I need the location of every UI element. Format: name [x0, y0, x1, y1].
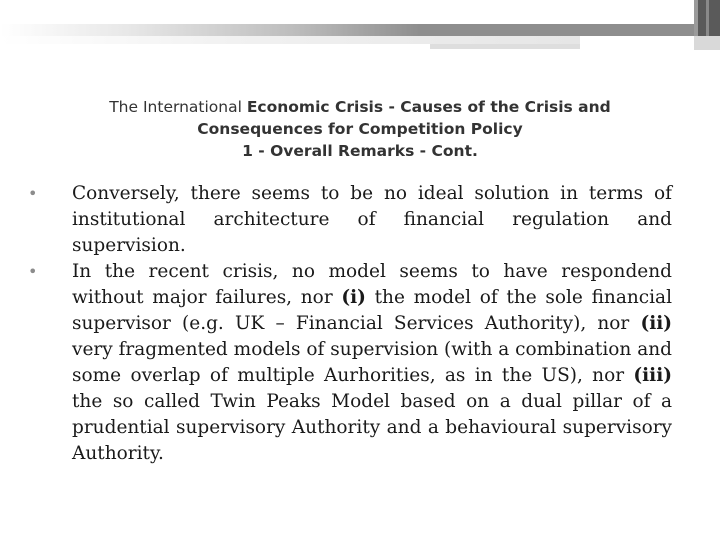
bullet-dot: • — [28, 262, 38, 281]
header-bar-light-segment — [430, 44, 580, 49]
header-corner-light — [694, 36, 720, 50]
header-bar-light — [0, 36, 580, 44]
bullet-text-segment: very fragmented models of supervision (with a combination and some overlap of multiple Aurhorities, as in the US), nor — [72, 339, 672, 386]
title-line-2-text: Consequences for Competition Policy — [197, 120, 523, 138]
slide-body — [24, 181, 672, 467]
title-line-3-text: 1 - Overall Remarks - Cont. — [242, 142, 478, 160]
slide-title — [40, 96, 680, 162]
bullet-emphasis-iii: (iii) — [633, 365, 672, 386]
title-line-1-bold: Economic Crisis - Causes of the Crisis and — [246, 98, 611, 116]
bullet-emphasis-ii: (ii) — [640, 313, 672, 334]
bullet-text-segment: In the recent crisis, no model seems to have respondend without major failures, nor — [72, 261, 672, 308]
title-line-2 — [40, 118, 680, 140]
bullet-dot: • — [28, 184, 38, 203]
bullet-emphasis-i: (i) — [341, 287, 366, 308]
bullet-text: Conversely, there seems to be no ideal solution in terms of institutional architecture of financial regulation and supervision. — [72, 183, 672, 256]
bullet-text-segment: the so called Twin Peaks Model based on a dual pillar of a prudential supervisory Authority and a behavioural supervisory Authority. — [72, 391, 672, 464]
title-line-1 — [40, 96, 680, 118]
header-corner-stripe — [694, 0, 698, 36]
header-bar-fade — [0, 24, 420, 36]
header-corner-stripe-2 — [706, 0, 709, 36]
decorative-header-bars — [0, 0, 720, 48]
title-line-3 — [40, 140, 680, 162]
title-line-1-regular: The International — [109, 98, 247, 116]
bullet-text-segment: the model of the sole financial supervisor (e.g. UK – Financial Services Authority), nor — [72, 287, 673, 334]
bullet-item-2 — [24, 259, 672, 467]
bullet-item-1 — [24, 181, 672, 259]
